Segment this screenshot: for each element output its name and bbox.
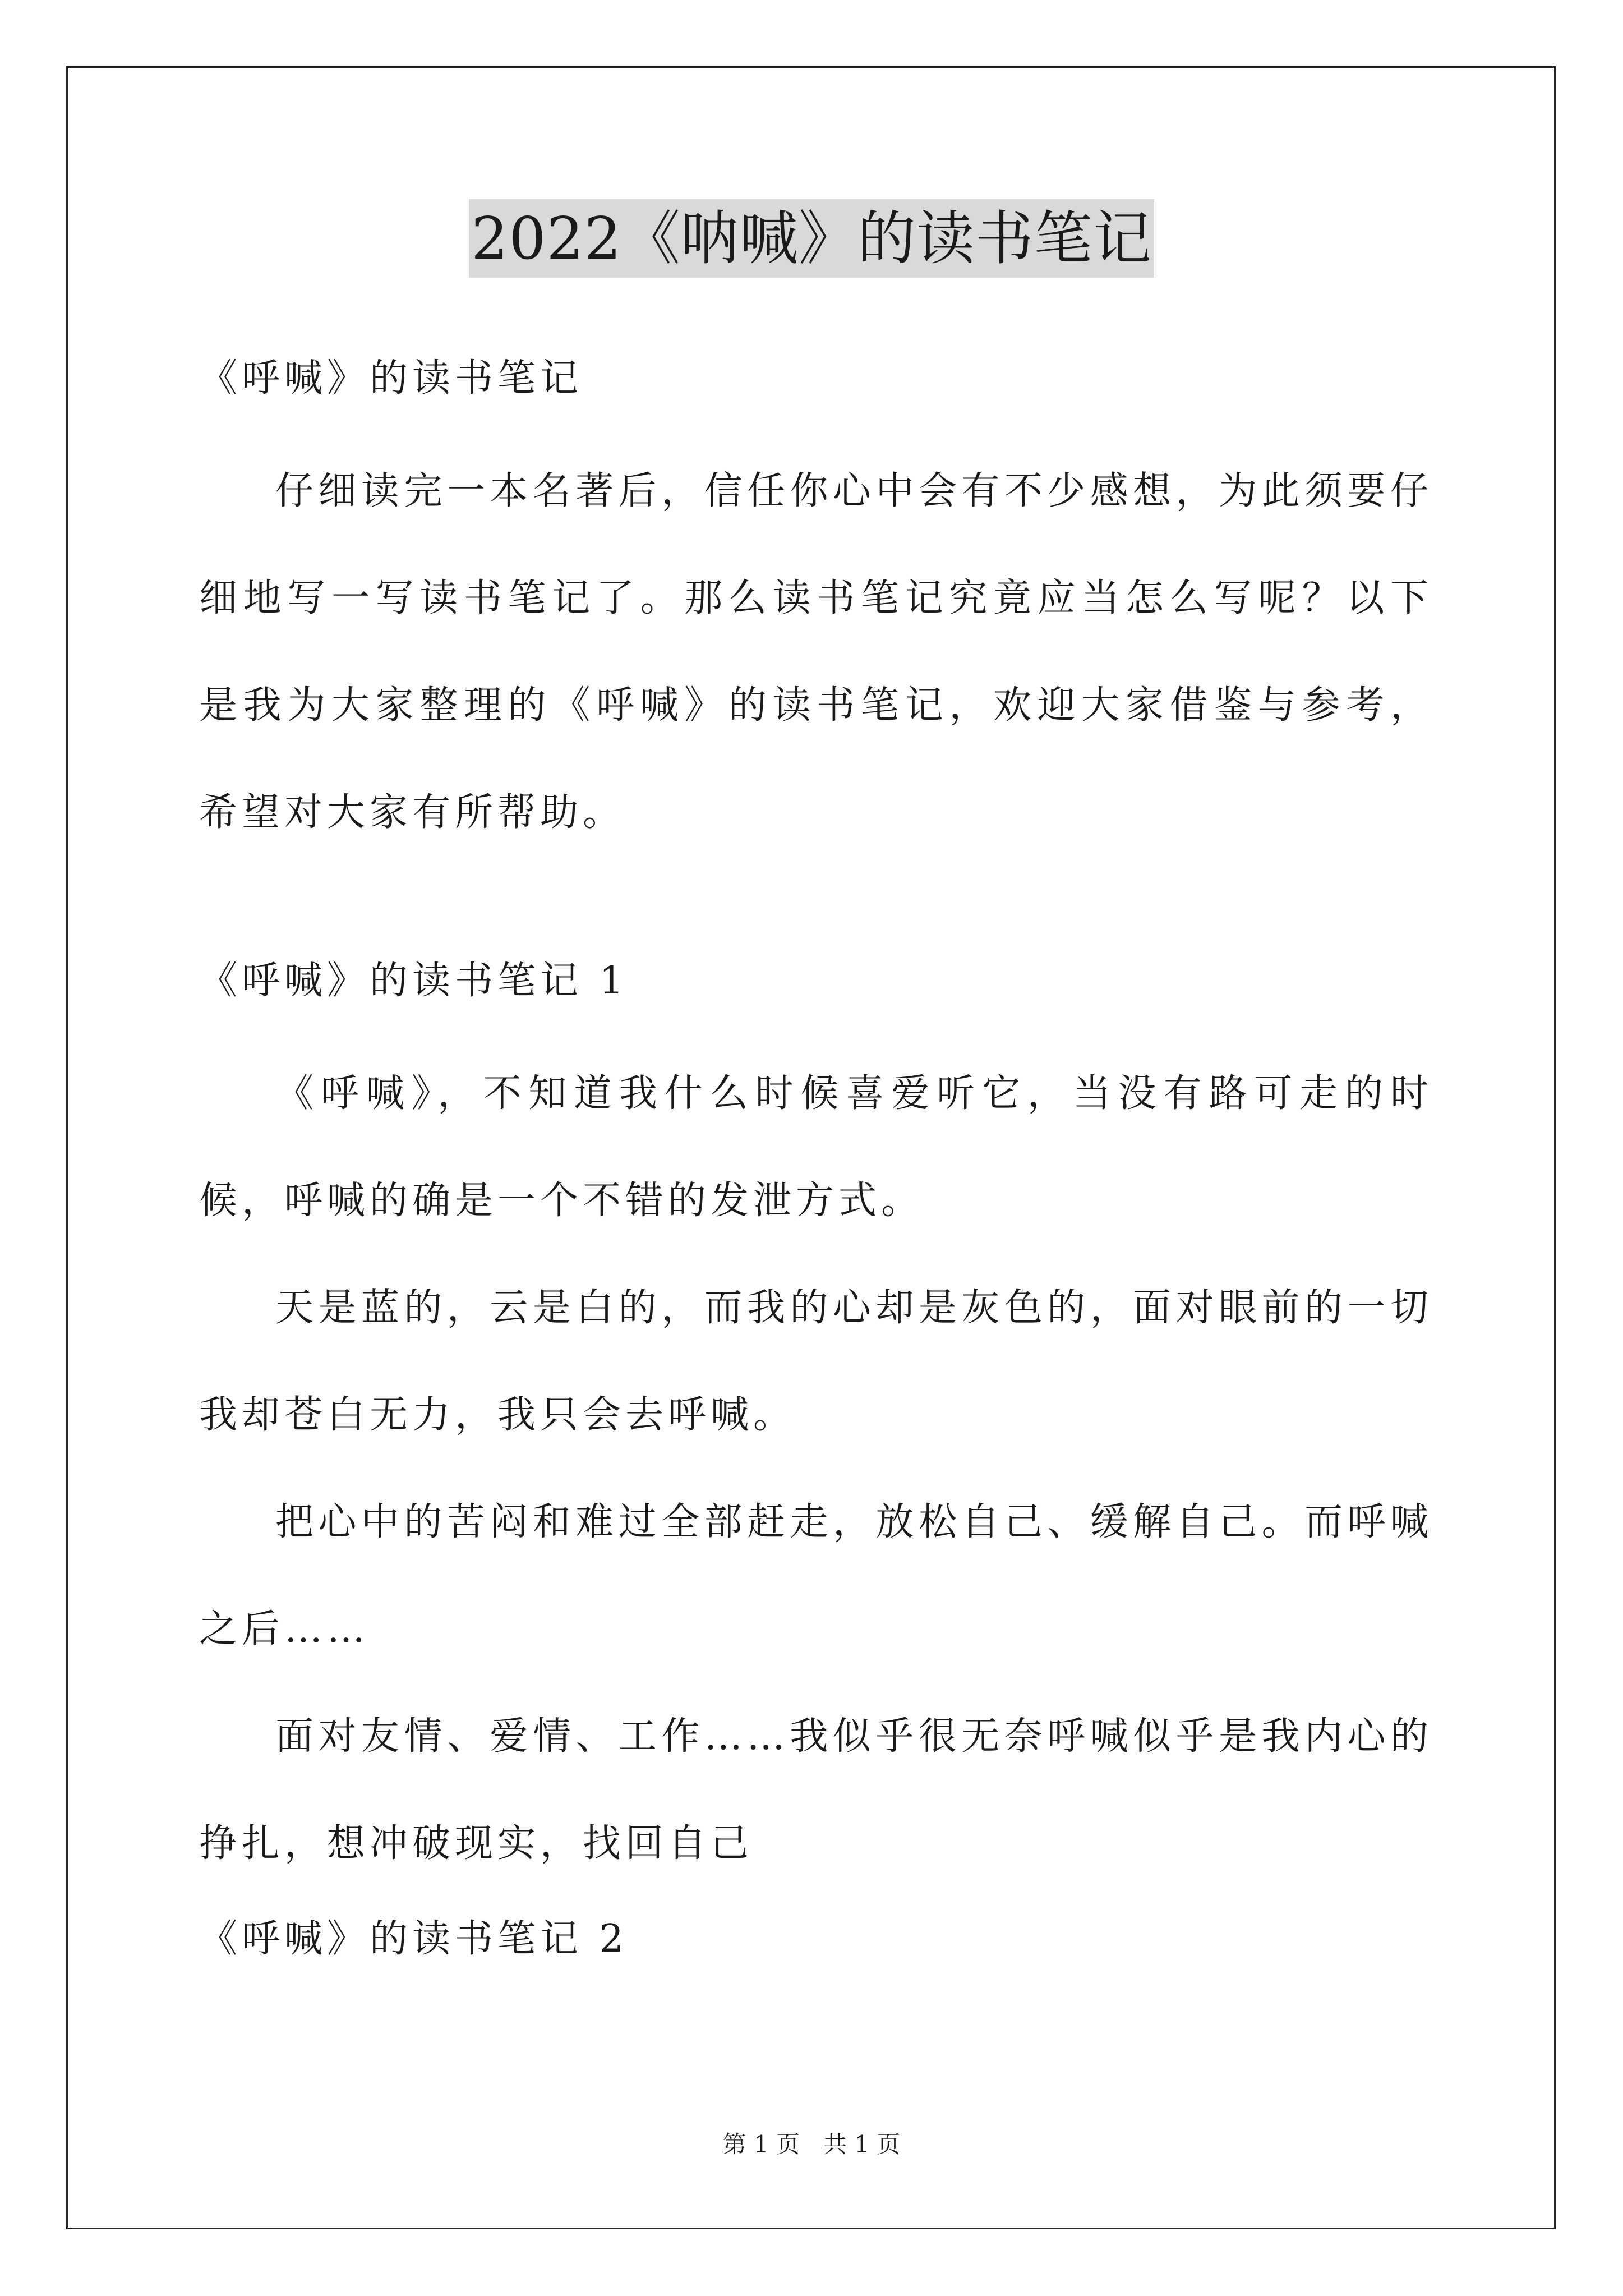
section-1-heading: 《呼喊》的读书笔记 1 (199, 959, 628, 1003)
section-1-paragraph-3: 把心中的苦闷和难过全部赶走，放松自己、缓解自己。而呼喊之后…… (199, 1500, 1433, 1651)
intro-paragraph: 仔细读完一本名著后，信任你心中会有不少感想，为此须要仔细地写一写读书笔记了。那么读书笔记究竟应当怎么写呢？以下是我为大家整理的《呼喊》的读书笔记，欢迎大家借鉴与参考，希望对大家有所帮助。 (199, 469, 1433, 835)
section-1-paragraph-4: 面对友情、爱情、工作……我似乎很无奈呼喊似乎是我内心的挣扎，想冲破现实，找回自己 (199, 1714, 1433, 1866)
section-1-paragraph-1: 《呼喊》，不知道我什么时候喜爱听它，当没有路可走的时候，呼喊的确是一个不错的发泄方式。 (199, 1071, 1433, 1223)
page-footer: 第 1 页 共 1 页 (722, 2131, 901, 2158)
section-2-heading: 《呼喊》的读书笔记 2 (199, 1917, 628, 1961)
document-title: 2022《呐喊》的读书笔记 (469, 199, 1154, 278)
title-container (0, 199, 1623, 278)
section-1-paragraph-2: 天是蓝的，云是白的，而我的心却是灰色的，面对眼前的一切我却苍白无力，我只会去呼喊。 (199, 1286, 1433, 1437)
intro-heading: 《呼喊》的读书笔记 (199, 356, 583, 401)
document-body (199, 337, 1433, 1981)
